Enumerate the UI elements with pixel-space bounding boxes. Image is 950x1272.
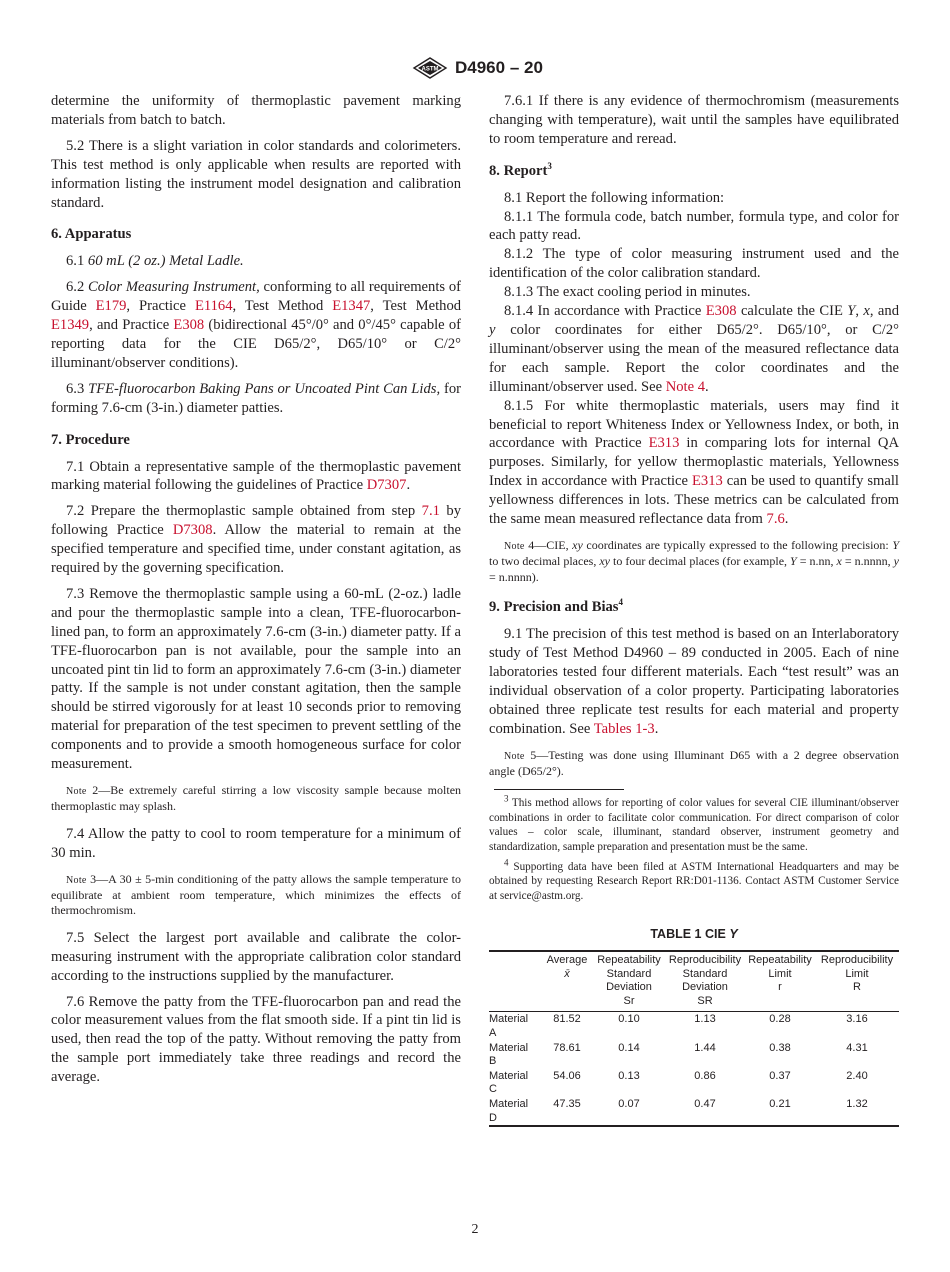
link-note-4[interactable]: Note 4 [665, 378, 706, 395]
svg-text:ASTM: ASTM [421, 66, 439, 73]
table-cell: Material D [489, 1098, 529, 1124]
table-cell: 81.52 [553, 1013, 581, 1026]
cie-y-table [489, 950, 899, 1127]
table-cell: Material B [489, 1041, 529, 1068]
link-step-7-1[interactable]: 7.1 [421, 503, 440, 520]
table-cell: 0.14 [618, 1041, 640, 1054]
footnote-3: $^3$ This method allows for reporting of color values for several CIE illuminant/observer combinations in order to facilitate color communication. For direct comparison of color values – color scale, illuminant, standard observer, instrument geometry and standardization, sample preparation and presentation must be the same. [489, 793, 899, 853]
table-cell: Material C [489, 1069, 529, 1096]
paragraph-7-1: 7.1 Obtain a representative sample of the thermoplastic pavement marking material following the guidelines of Practice D7307. [51, 458, 461, 494]
paragraph-8-1-1: 8.1.1 The formula code, batch number, formula type, and color for each patty read. [489, 208, 899, 244]
link-d7308[interactable]: D7308 [172, 522, 213, 539]
header-average: Average x̄ [546, 954, 588, 980]
section-8-heading: 8. Report$^3$ [489, 160, 552, 179]
paragraph-continued: determine the uniformity of thermoplastic pavement marking materials from batch to batch. [51, 93, 461, 128]
table-cell: 0.13 [618, 1069, 640, 1082]
link-e179[interactable]: E179 [95, 298, 127, 315]
paragraph-8-1: 8.1 Report the following information: [504, 189, 725, 206]
header-reproducibility-sd: Reproducibility Standard Deviation SR [668, 954, 742, 1007]
section-7-heading: 7. Procedure [51, 431, 130, 448]
astm-logo-icon [411, 56, 449, 80]
link-e1347[interactable]: E1347 [332, 298, 371, 315]
table-cell: 0.21 [769, 1098, 791, 1110]
paragraph-7-6: 7.6 Remove the patty from the TFE-fluorocarbon pan and read the color measurement values from the flat smooth side. If a pint tin lid is used, then read the top of the patty. Without removing the patty from the sample port immediately take three readings and record the average. [51, 993, 461, 1086]
paragraph-7-5: 7.5 Select the largest port available and calibrate the color-measuring instrument with the appropriate calibration color standard according to the instructions supplied by the manufacturer. [51, 929, 461, 984]
link-e308[interactable]: E308 [173, 317, 205, 334]
header-material [489, 951, 541, 1012]
note-4: Note 4—CIE, xy coordinates are typically expressed to the following precision: Y to two decimal places, xy to four decimal places (for example, Y = n.nn, x = n.nnnn, y = n.nnnn). [489, 537, 900, 584]
table-row [489, 1041, 899, 1069]
table-row [489, 1097, 899, 1126]
table-cell: 4.31 [846, 1041, 868, 1054]
paragraph-6-3: 6.3 TFE-fluorocarbon Baking Pans or Uncoated Pint Can Lids, for forming 7.6-cm (3-in.) diameter patties. [51, 380, 461, 416]
left-column [51, 92, 461, 1094]
table-cell: 0.47 [694, 1098, 716, 1110]
paragraph-5-2: 5.2 There is a slight variation in color standards and colorimeters. This test method is only applicable when results are reported with information listing the instrument model designation and calibration standard. [51, 137, 461, 211]
paragraph-7-4: 7.4 Allow the patty to cool to room temperature for a minimum of 30 min. [51, 825, 461, 861]
table-row [489, 1012, 899, 1041]
table-cell: 3.16 [846, 1013, 868, 1026]
note-5: Note 5—Testing was done using Illuminant D65 with a 2 degree observation angle (D65/2°). [489, 747, 900, 778]
note-2: Note 2—Be extremely careful stirring a low viscosity sample because molten thermoplastic may splash. [51, 783, 462, 814]
table-cell: 0.07 [618, 1098, 640, 1110]
paragraph-8-1-2: 8.1.2 The type of color measuring instrument used and the identification of the color calibration standard. [489, 246, 899, 282]
section-6-heading: 6. Apparatus [51, 226, 132, 243]
table-cell: Material A [489, 1013, 529, 1040]
paragraph-7-6-1: 7.6.1 If there is any evidence of thermochromism (measurements changing with temperature), wait until the samples have equilibrated to room temperature and reread. [489, 93, 899, 147]
link-e1349[interactable]: E1349 [51, 317, 90, 334]
right-column [489, 92, 899, 1127]
footnote-divider [494, 789, 624, 790]
link-e313-yellowness[interactable]: E313 [691, 473, 723, 490]
paragraph-6-2: 6.2 Color Measuring Instrument, conforming to all requirements of Guide E179, Practice E1164, Test Method E1347, Test Method E1349, and Practice E308 (bidirectional 45°/0° and 0°/45° capable of reporting data for the CIE D65/2°, D65/10° or C/2° illuminant/observer conditions). [51, 279, 462, 371]
table-cell: 0.28 [769, 1013, 791, 1026]
table-cell: 47.35 [553, 1098, 581, 1110]
table-header-row [489, 951, 899, 1012]
table-cell: 0.86 [694, 1069, 716, 1082]
table-cell: 1.44 [694, 1041, 716, 1054]
paragraph-7-3: 7.3 Remove the thermoplastic sample using a 60-mL (2-oz.) ladle and pour the thermoplastic sample into a clean, TFE-fluorocarbon-lined pan, to form an approximately 7.6-cm (3-in.) diameter patty. If a TFE-fluorocarbon pan is not available, pour the sample into an uncoated pint tin lid to form an approximately 7.6-cm (3-in.) diameter patty. If the sample is not under constant agitation, then the sample should be stirred vigorously for at least 10 seconds prior to removing material for preparation of the test specimen to prevent settling of the components and to provide a smooth homogeneous surface for color measurement. [51, 585, 461, 773]
table-row [489, 1069, 899, 1097]
link-e313[interactable]: E313 [648, 435, 680, 452]
table-cell: 1.13 [694, 1013, 716, 1026]
paragraph-8-1-3: 8.1.3 The exact cooling period in minutes. [504, 284, 751, 301]
paragraph-7-2: 7.2 Prepare the thermoplastic sample obtained from step 7.1 by following Practice D7308. Allow the material to remain at the specified temperature and specified time, under constant agitation, as required by the governing specification. [51, 503, 461, 577]
link-section-7-6[interactable]: 7.6 [766, 511, 785, 528]
footnote-4: $^4$ Supporting data have been filed at ASTM International Headquarters and may be obtained by requesting Research Report RR:D01-1136. Contact ASTM Customer Service at service@astm.org. [489, 857, 899, 902]
table-cell: 2.40 [846, 1069, 868, 1082]
table-cell: 0.37 [769, 1069, 791, 1082]
note-3: Note 3—A 30 ± 5-min conditioning of the patty allows the sample temperature to equilibrate at ambient room temperature, which minimizes the effects of thermochromism. [51, 871, 462, 918]
link-tables-1-3[interactable]: Tables 1-3 [593, 720, 655, 737]
paragraph-9-1: 9.1 The precision of this test method is based on an Interlaboratory study of Test Method D4960 – 89 conducted in 2005. Each of nine laboratories tested four different materials. Each “test result” was an individual observation of a color property. Participating laboratories obtained three replicate test results for each material and property combination. See Tables 1-3. [489, 626, 899, 737]
page-header [0, 56, 950, 82]
table-cell: 0.38 [769, 1041, 791, 1054]
table-title: TABLE 1 CIE Y [650, 927, 738, 942]
table-cell: 78.61 [553, 1041, 581, 1054]
header-repeatability-sd: Repeatability Standard Deviation Sr [597, 954, 661, 1007]
table-cell: 54.06 [553, 1069, 581, 1082]
table-cell: 1.32 [846, 1098, 868, 1110]
section-9-heading: 9. Precision and Bias$^4$ [489, 597, 623, 616]
link-e1164[interactable]: E1164 [194, 298, 233, 315]
link-d7307[interactable]: D7307 [366, 477, 407, 494]
paragraph-8-1-4: 8.1.4 In accordance with Practice E308 calculate the CIE Y, x, and y color coordinates for either D65/2°. D65/10°, or C/2° illuminant/observer using the mean of the measured reflectance data for each sample. Report the color coordinates and the illuminant/observer used. See Note 4. [489, 303, 899, 395]
page-number: 2 [471, 1222, 479, 1237]
table-cell: 0.10 [618, 1013, 640, 1026]
paragraph-6-1: 6.1 60 mL (2 oz.) Metal Ladle. [66, 253, 244, 270]
paragraph-8-1-5: 8.1.5 For white thermoplastic materials, users may find it beneficial to report Whiteness Index or Yellowness Index, or both, in accordance with Practice E313 in comparing lots for internal QA purposes. Similarly, for yellow thermoplastic materials, Yellowness Index in accordance with Practice E313 can be used to quantify small yellowness differences in lots. These metrics can be calculated from the same mean measured reflectance data from 7.6. [489, 397, 899, 528]
header-reproducibility-limit: Reproducibility Limit R [820, 954, 894, 994]
standard-designation: D4960 – 20 [455, 58, 543, 77]
link-e308-report[interactable]: E308 [705, 303, 737, 320]
header-repeatability-limit: Repeatability Limit r [748, 954, 812, 994]
